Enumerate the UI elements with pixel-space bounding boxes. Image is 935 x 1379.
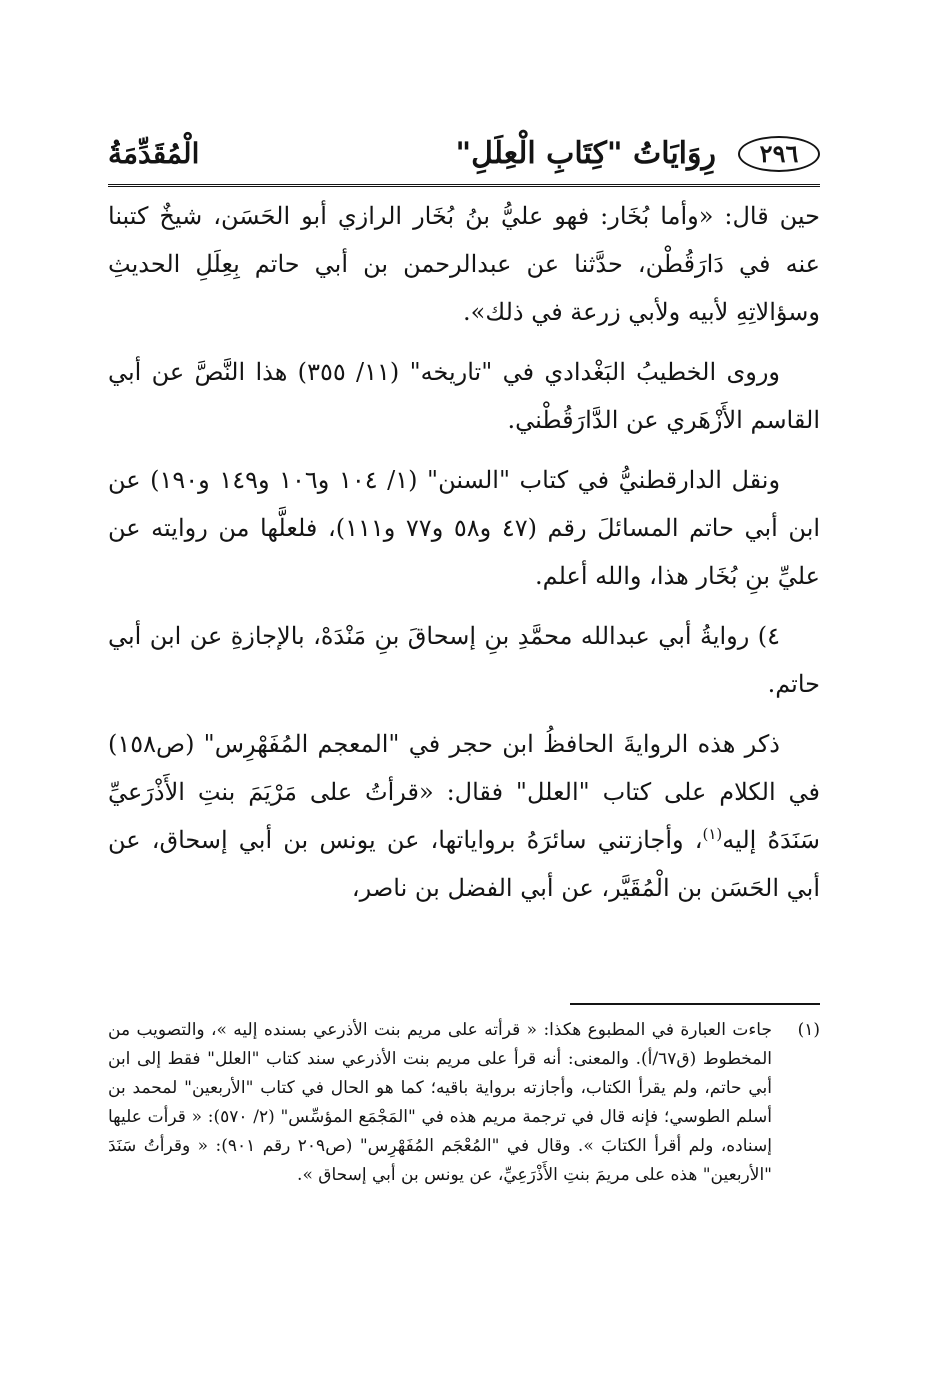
footnote-text: جاءت العبارة في المطبوع هكذا: « قرأته على مريم بنت الأذرعي بسنده إليه »، والتصويب من المخطوط (ق٦٧/أ). والمعنى: أنه قرأ على مريم بنت الأذرعي سند كتاب "العلل" فقط إلى ابن أبي حاتم، ولم يقرأ الكتاب، وأجازته برواية باقيه؛ كما هو الحال في كتاب "الأربعين" لمحمد بن أسلم الطوسي؛ فإنه قال في ترجمة مريم هذه في "المَجْمَع المؤسِّس" (٢/ ٥٧٠): « قرأت عليها إسناده، ولم أقرأ الكتابَ ». وقال في "المُعْجَم المُفَهْرِس" (ص٢٠٩ رقم ٩٠١): « وقرأتُ سَنَدَ "الأربعين" هذه على مريمَ بنتِ الأَذْرَعِيِّ، عن يونس بن أبي إسحاق ». bbox=[108, 1020, 773, 1185]
section-title: الْمُقَدِّمَةُ bbox=[108, 137, 200, 170]
header-rule bbox=[108, 184, 820, 187]
footnote-reference[interactable]: (١) bbox=[702, 825, 723, 843]
footnote-marker: (١) bbox=[797, 1020, 820, 1040]
paragraph-2: وروى الخطيبُ البَغْدادي في "تاريخه" (١١/ ٣٥٥) هذا النَّصَّ عن أبي القاسم الأَزْهَري عن الدَّارَقُطْني. bbox=[108, 358, 820, 434]
running-title: رِوَايَاتُ "كِتَابِ الْعِلَلِ" bbox=[455, 136, 716, 171]
paragraph-4: ٤) روايةُ أبي عبدالله محمَّدِ بنِ إسحاقَ بنِ مَنْدَهْ، بالإجازةِ عن ابن أبي حاتم. bbox=[108, 622, 820, 698]
page-header bbox=[108, 128, 820, 184]
page-number-oval bbox=[738, 136, 820, 172]
paragraph-5-start: ذكر هذه الروايةَ الحافظُ ابن حجر في "المعجم المُفَهْرِس" (ص١٥٨) في الكلام على كتاب "العلل" فقال: «قرأتُ على مَرْيَمَ بنتِ الأَذْرَعيِّ سَنَدَهُ إليه bbox=[108, 730, 820, 854]
main-text bbox=[108, 192, 820, 924]
footnote-separator bbox=[570, 1003, 820, 1005]
paragraph-1: حين قال: «وأما بُخَار: فهو عليُّ بنُ بُخَار الرازي أبو الحَسَن، شيخٌ كتبنا عنه في دَارَقُطْن، حدَّثنا عن عبدالرحمن بن أبي حاتم بِعِلَلِ الحديثِ وسؤالاتِهِ لأبيه ولأبي زرعة في ذلك». bbox=[108, 202, 821, 326]
paragraph-3: ونقل الدارقطنيُّ في كتاب "السنن" (١/ ١٠٤ و١٠٦ و١٤٩ و١٩٠) عن ابن أبي حاتم المسائلَ رقم (٤٧ و٥٨ و٧٧ و١١١)، فلعلَّها من روايته عن عليِّ بنِ بُخَار هذا، والله أعلم. bbox=[108, 466, 821, 590]
page-number: ٢٩٦ bbox=[759, 139, 799, 168]
paragraph-5 bbox=[108, 720, 820, 912]
paragraph-5-end: ، وأجازتني سائرَهُ برواياتها، عن يونس بن أبي إسحاق، عن أبي الحَسَن بن الْمُقَيَّر، عن أبي الفضل بن ناصر، bbox=[108, 826, 820, 902]
footnote-item bbox=[108, 1016, 820, 1190]
footnotes bbox=[108, 1016, 820, 1190]
